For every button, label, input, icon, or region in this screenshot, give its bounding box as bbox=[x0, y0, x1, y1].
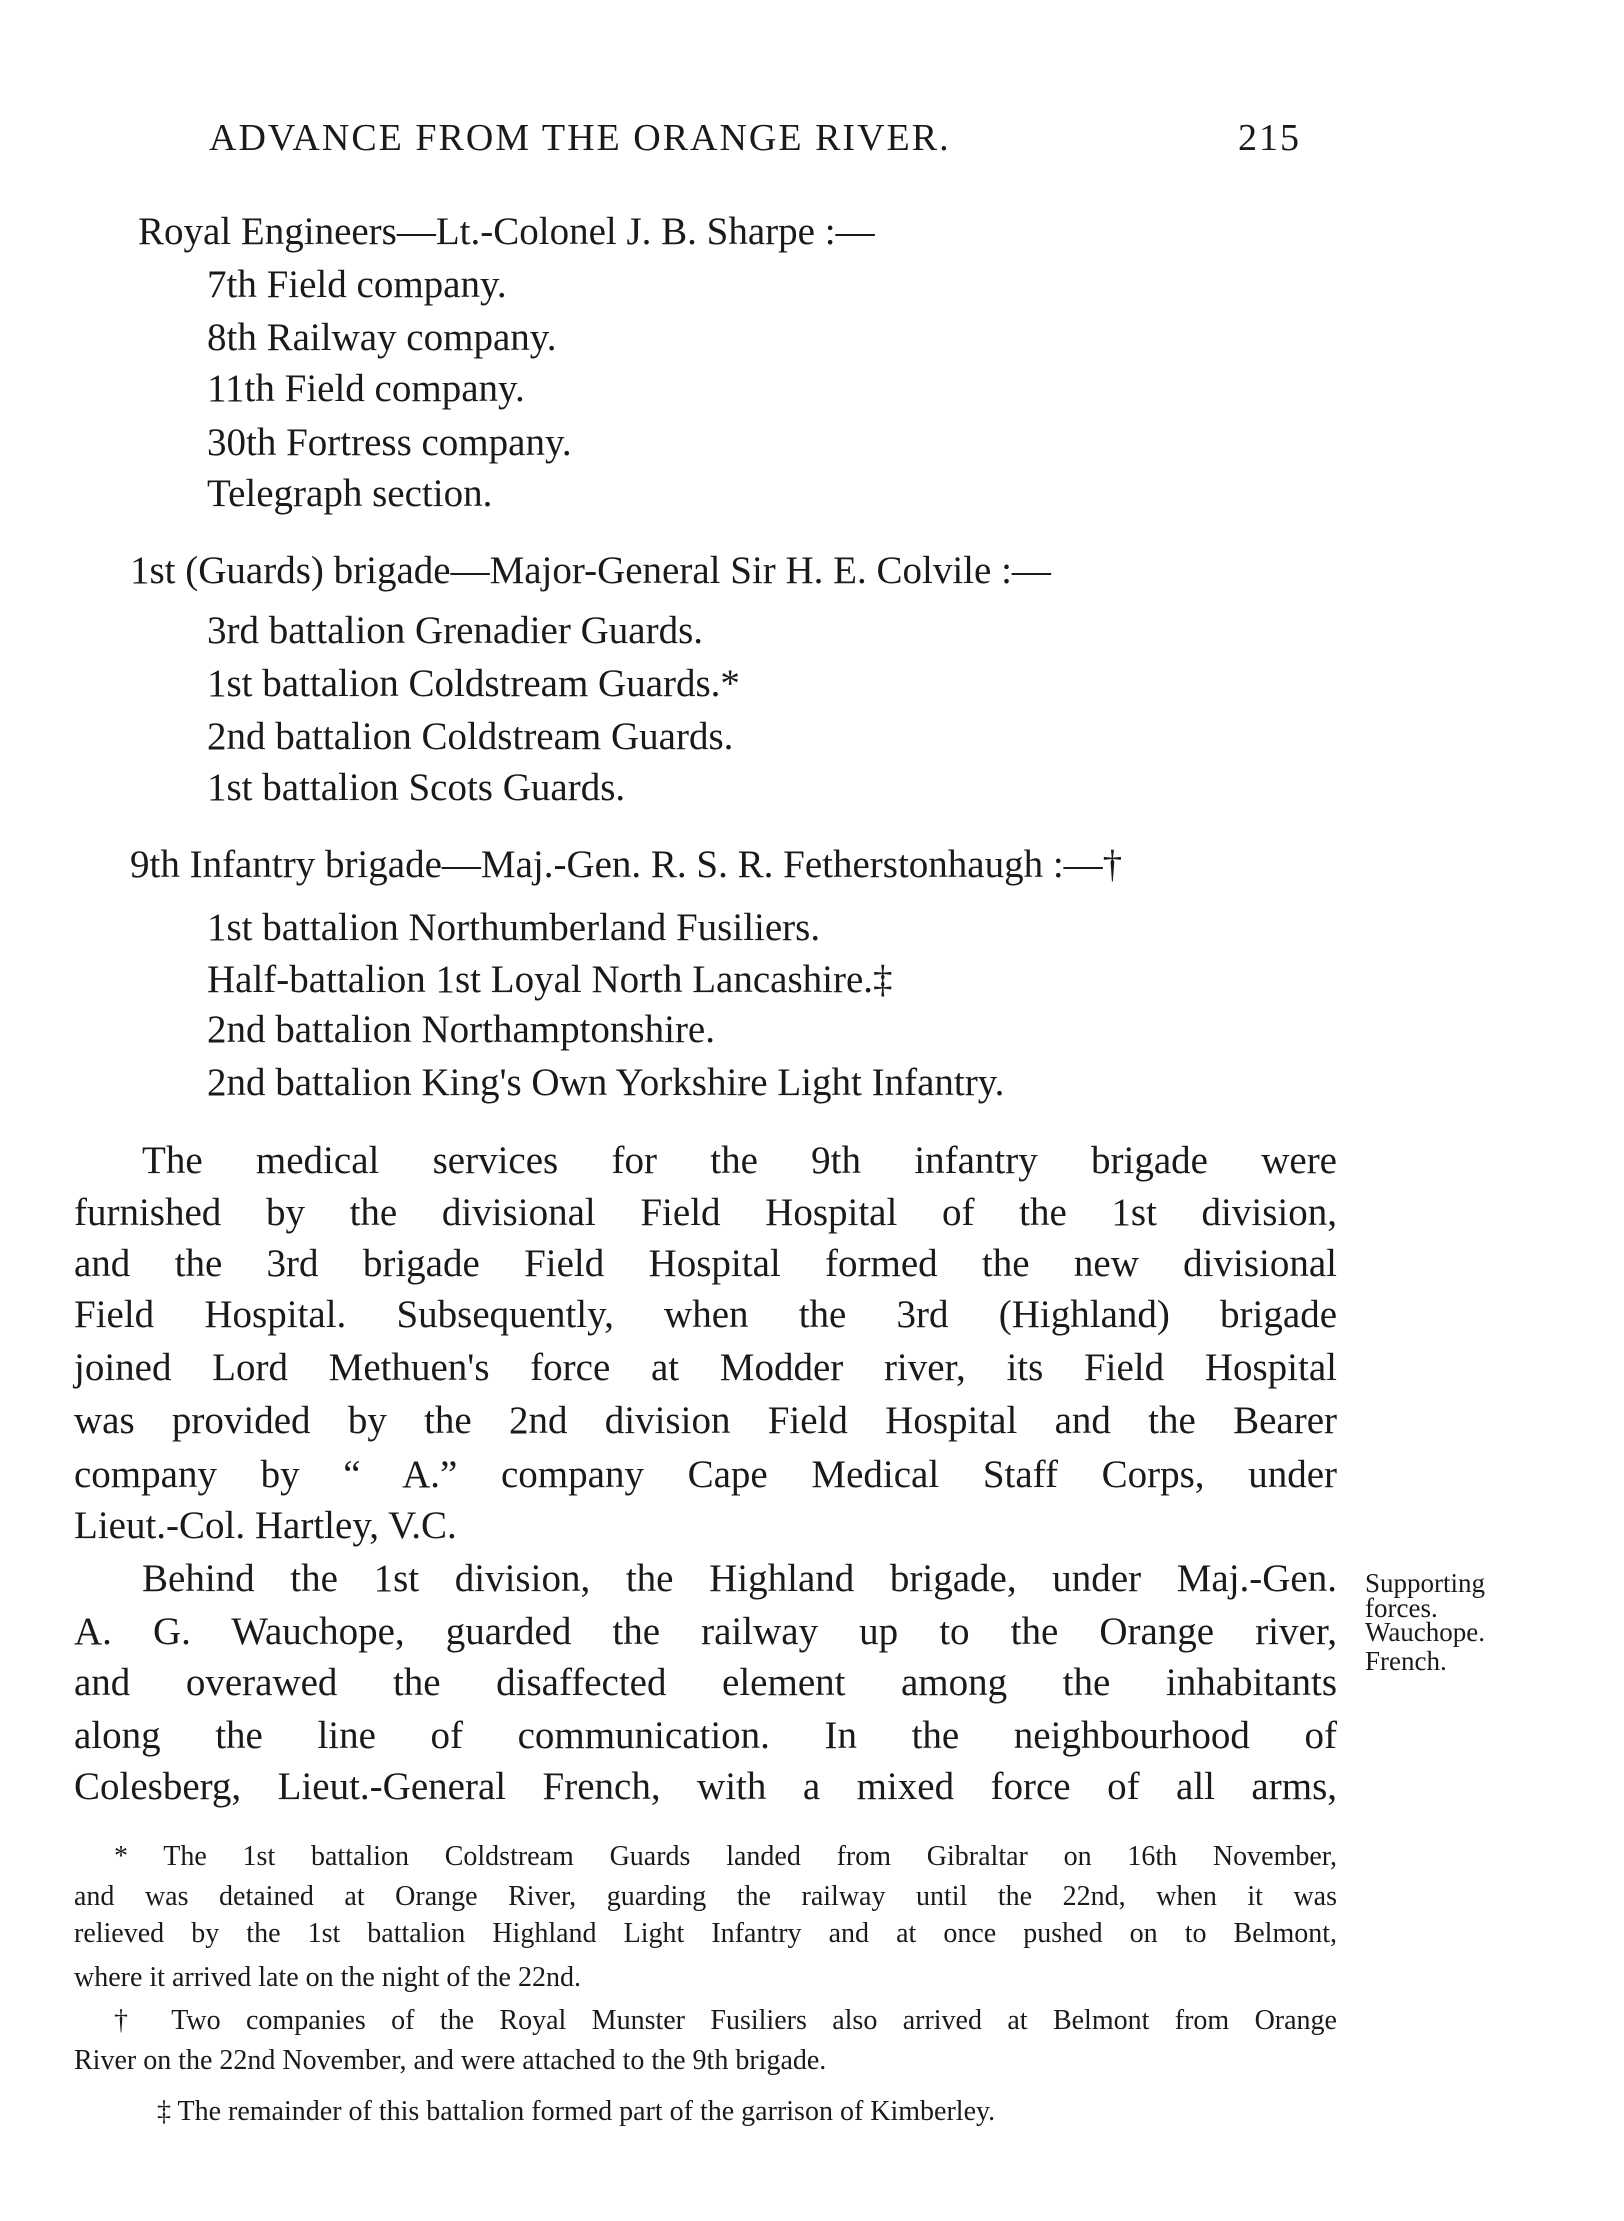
paragraph-line: joined Lord Methuen's force at Modder river, its Field Hospital bbox=[74, 1346, 1337, 1389]
section-heading: 1st (Guards) brigade—Major-General Sir H. E. Colvile :— bbox=[130, 549, 1051, 592]
page-number: 215 bbox=[1238, 117, 1301, 159]
running-title: ADVANCE FROM THE ORANGE RIVER. bbox=[209, 117, 951, 159]
paragraph-line: Colesberg, Lieut.-General French, with a mixed force of all arms, bbox=[74, 1765, 1337, 1808]
footnote-line: where it arrived late on the night of the 22nd. bbox=[74, 1962, 581, 1993]
paragraph-line: Field Hospital. Subsequently, when the 3rd (Highland) brigade bbox=[74, 1293, 1337, 1336]
unit-item: 11th Field company. bbox=[207, 367, 525, 410]
unit-item: 7th Field company. bbox=[207, 263, 507, 306]
margin-note-line: forces. bbox=[1365, 1593, 1438, 1623]
footnote-line: † Two companies of the Royal Munster Fusiliers also arrived at Belmont from Orange bbox=[114, 2005, 1337, 2036]
paragraph-line: and overawed the disaffected element among the inhabitants bbox=[74, 1661, 1337, 1704]
unit-item: 3rd battalion Grenadier Guards. bbox=[207, 609, 703, 652]
paragraph-line: Behind the 1st division, the Highland brigade, under Maj.-Gen. bbox=[142, 1557, 1337, 1600]
margin-note-line: Wauchope. bbox=[1365, 1617, 1486, 1647]
unit-item: 2nd battalion King's Own Yorkshire Light Infantry. bbox=[207, 1061, 1005, 1104]
unit-item: Telegraph section. bbox=[207, 472, 493, 515]
paragraph-line: Lieut.-Col. Hartley, V.C. bbox=[74, 1504, 457, 1547]
unit-item: 1st battalion Northumberland Fusiliers. bbox=[207, 906, 821, 949]
margin-note-line: Supporting bbox=[1365, 1568, 1486, 1598]
unit-item: 8th Railway company. bbox=[207, 316, 557, 359]
unit-item: 2nd battalion Northamptonshire. bbox=[207, 1008, 715, 1051]
footnote-line: relieved by the 1st battalion Highland Light Infantry and at once pushed on to Belmont, bbox=[74, 1918, 1337, 1949]
footnote-line: * The 1st battalion Coldstream Guards landed from Gibraltar on 16th November, bbox=[114, 1841, 1337, 1872]
unit-item: 1st battalion Coldstream Guards.* bbox=[207, 662, 740, 705]
section-heading: 9th Infantry brigade—Maj.-Gen. R. S. R. Fetherstonhaugh :—† bbox=[130, 843, 1123, 886]
unit-item: Half-battalion 1st Loyal North Lancashire.‡ bbox=[207, 958, 893, 1001]
paragraph-line: company by “ A.” company Cape Medical Staff Corps, under bbox=[74, 1453, 1337, 1496]
section-heading: Royal Engineers—Lt.-Colonel J. B. Sharpe :— bbox=[138, 210, 875, 253]
margin-note-line: French. bbox=[1365, 1646, 1447, 1676]
footnote-line: River on the 22nd November, and were attached to the 9th brigade. bbox=[74, 2045, 827, 2076]
unit-item: 2nd battalion Coldstream Guards. bbox=[207, 715, 734, 758]
footnote-line: and was detained at Orange River, guarding the railway until the 22nd, when it was bbox=[74, 1881, 1337, 1912]
unit-item: 30th Fortress company. bbox=[207, 421, 572, 464]
paragraph-line: along the line of communication. In the neighbourhood of bbox=[74, 1714, 1337, 1757]
paragraph-line: furnished by the divisional Field Hospital of the 1st division, bbox=[74, 1191, 1337, 1234]
paragraph-line: was provided by the 2nd division Field Hospital and the Bearer bbox=[74, 1399, 1337, 1442]
unit-item: 1st battalion Scots Guards. bbox=[207, 766, 626, 809]
paragraph-line: A. G. Wauchope, guarded the railway up to the Orange river, bbox=[74, 1610, 1337, 1653]
footnote-line: ‡ The remainder of this battalion formed part of the garrison of Kimberley. bbox=[157, 2096, 996, 2127]
paragraph-line: The medical services for the 9th infantry brigade were bbox=[142, 1139, 1337, 1182]
paragraph-line: and the 3rd brigade Field Hospital formed the new divisional bbox=[74, 1242, 1337, 1285]
